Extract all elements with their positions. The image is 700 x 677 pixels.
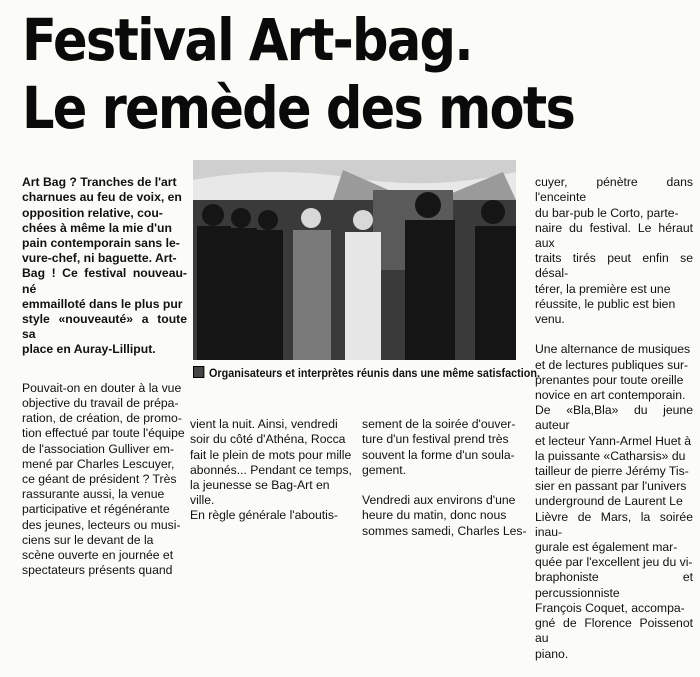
headline — [22, 6, 612, 142]
column-2 — [190, 402, 353, 539]
body-paragraph: Une alternance de musiques et de lectures publiques sur- prenantes pour toute oreille novice en art contemporain. De «Bla,Bla» du jeune auteur et lecteur Yann-Armel Huet à la puissante «Catharsis» du tailleur de pierre Jérémy Tis- sier en passant par l'univers underground de Laurent Le Lièvre de Mars, la soirée inau- gurale est également mar- quée par l'excellent jeu du vi- braphoniste et percussionniste François Coquet, accompa- gné de Florence Poissenot au piano. — [535, 342, 693, 661]
body-paragraph: vient la nuit. Ainsi, vendredi soir du côté d'Athéna, Rocca fait le plein de mots pour mille abonnés... Pendant ce temps, la jeunesse se Bag-Art en ville. En règle générale l'aboutis- — [190, 417, 352, 523]
photo-illustration — [193, 160, 516, 360]
headline-line-2: Le remède des mots — [22, 74, 575, 142]
caption-square-icon — [193, 366, 204, 378]
column-1 — [22, 160, 187, 602]
column-3 — [362, 402, 527, 554]
column-4 — [535, 160, 693, 677]
caption-text: Organisateurs et interprètes réunis dans une même satisfaction. — [208, 368, 541, 380]
body-paragraph: cuyer, pénètre dans l'enceinte du bar-pub le Corto, parte- naire du festival. Le héraut aux traits tirés peut enfin se désal- térer, la première est une réussite, le public est bien venu. — [535, 175, 693, 327]
event-photo — [193, 160, 516, 360]
body-paragraph: Vendredi aux environs d'une heure du matin, donc nous sommes samedi, Charles Les- — [362, 493, 527, 538]
body-paragraph: sement de la soirée d'ouver- ture d'un festival prend très souvent la forme d'un soula- gement. — [362, 417, 516, 477]
headline-line-1: Festival Art-bag. — [22, 6, 472, 74]
body-paragraph: Pouvait-on en douter à la vue objective du travail de prépa- ration, de création, de promo- tion effectué par toute l'équipe de l'association Gulliver em- mené par Charles Lescuyer, ce géant de président ? Très rassurante aussi, la venue participative et régénérante des jeunes, lecteurs ou musi- ciens sur le devant de la scène ouverte en journée et spectateurs présents quand — [22, 380, 185, 578]
photo-caption — [193, 366, 541, 380]
lead-paragraph: Art Bag ? Tranches de l'art charnues au feu de voix, en opposition relative, cou- chées à même la mie d'un pain contemporain sans le- vure-chef, ni baguette. Art- Bag ! Ce festival nouveau-né emmailloté dans le plus pur style «nouveauté» a toute sa place en Auray-Lilliput. — [22, 175, 187, 357]
